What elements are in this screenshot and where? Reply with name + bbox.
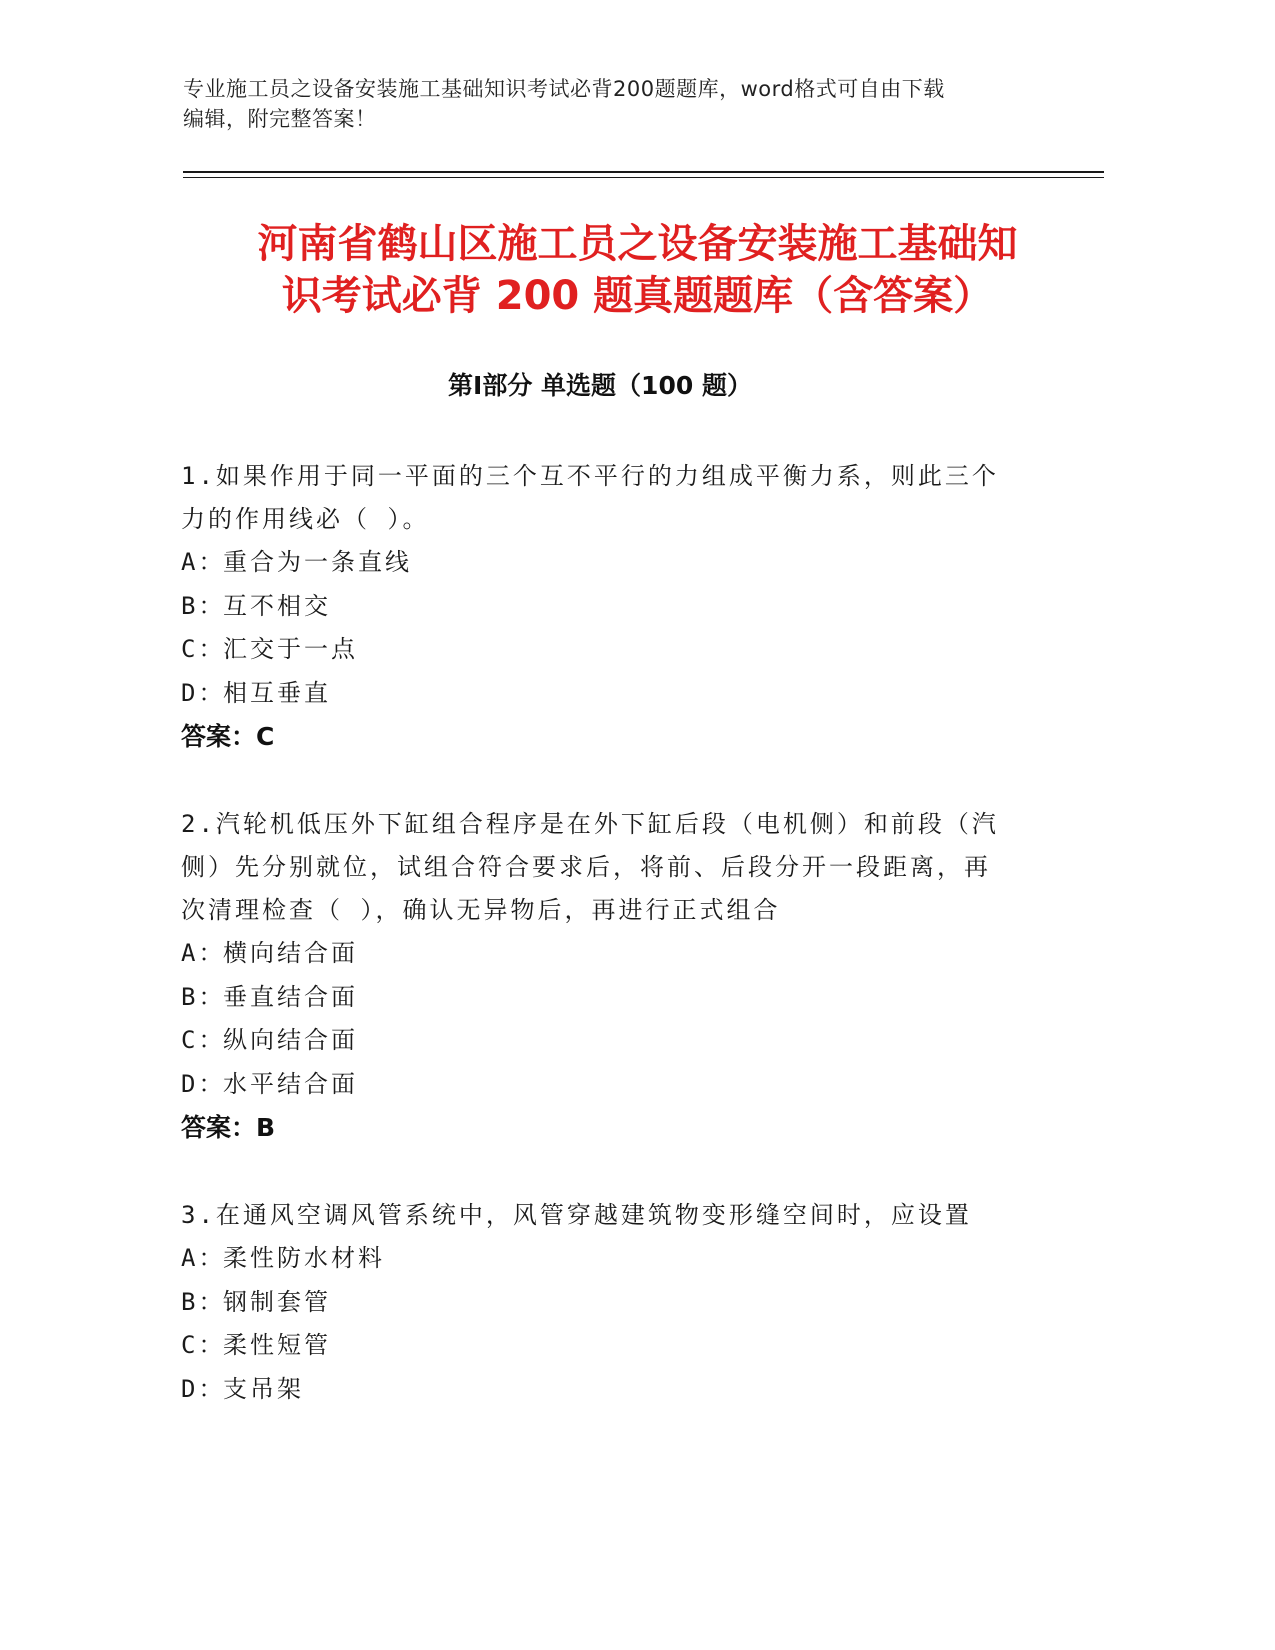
option-key: A：	[181, 1244, 226, 1272]
question-stem-line: 次清理检查（ ），确认无异物后，再进行正式组合	[181, 896, 781, 924]
option-text: 支吊架	[223, 1374, 304, 1403]
header-note	[183, 74, 1083, 134]
option-a	[181, 541, 1141, 585]
option-key: A：	[181, 939, 226, 967]
option-key: A：	[181, 548, 226, 576]
option-a	[181, 1237, 1141, 1281]
option-b	[181, 585, 1141, 629]
answer-line: 答案：B	[181, 1113, 276, 1142]
option-text: 柔性防水材料	[223, 1244, 385, 1272]
option-key: D：	[181, 1374, 226, 1403]
header-note-line-2: 编辑，附完整答案！	[183, 107, 377, 131]
option-text: 相互垂直	[223, 678, 331, 707]
document-title-line-2: 识考试必背 200 题真题题库（含答案）	[281, 273, 994, 319]
option-text: 钢制套管	[223, 1287, 331, 1316]
question-stem-line: 侧）先分别就位，试组合符合要求后，将前、后段分开一段距离，再	[181, 853, 991, 881]
header-rule-thick	[183, 171, 1104, 173]
question-stem	[181, 455, 1021, 541]
option-text: 垂直结合面	[223, 982, 358, 1011]
option-text: 互不相交	[223, 591, 331, 620]
document-title-line-1: 河南省鹤山区施工员之设备安装施工基础知	[257, 221, 1018, 267]
option-key: C：	[181, 1331, 226, 1359]
option-c	[181, 628, 1141, 672]
option-text: 横向结合面	[223, 939, 358, 967]
option-text: 汇交于一点	[223, 635, 358, 663]
question-stem-line: 1.如果作用于同一平面的三个互不平行的力组成平衡力系，则此三个	[181, 462, 999, 490]
question-spacer	[181, 1150, 1141, 1194]
question-1	[181, 455, 1141, 803]
option-b	[181, 1281, 1141, 1325]
question-list	[181, 455, 1141, 1411]
option-text: 纵向结合面	[223, 1026, 358, 1054]
question-2	[181, 803, 1141, 1194]
option-text: 重合为一条直线	[223, 548, 412, 576]
question-stem	[181, 803, 1021, 932]
option-c	[181, 1019, 1141, 1063]
option-key: D：	[181, 678, 226, 707]
option-key: C：	[181, 635, 226, 663]
question-stem-line: 2.汽轮机低压外下缸组合程序是在外下缸后段（电机侧）和前段（汽	[181, 810, 999, 838]
option-key: B：	[181, 982, 226, 1011]
question-spacer	[181, 759, 1141, 803]
option-key: B：	[181, 1287, 226, 1316]
option-a	[181, 932, 1141, 976]
question-3	[181, 1194, 1141, 1411]
header-rule-thin	[183, 177, 1104, 178]
question-stem-line: 力的作用线必（ ）。	[181, 505, 430, 533]
option-d	[181, 1368, 1141, 1412]
option-d	[181, 1063, 1141, 1107]
option-b	[181, 976, 1141, 1020]
option-key: B：	[181, 591, 226, 620]
option-d	[181, 672, 1141, 716]
question-stem-line: 3.在通风空调风管系统中，风管穿越建筑物变形缝空间时，应设置	[181, 1201, 972, 1229]
option-key: D：	[181, 1069, 226, 1098]
option-text: 柔性短管	[223, 1331, 331, 1359]
document-title	[150, 218, 1125, 322]
answer-line: 答案：C	[181, 722, 275, 751]
option-key: C：	[181, 1026, 226, 1054]
section-heading: 第Ⅰ部分 单选题（100 题）	[448, 371, 752, 400]
option-c	[181, 1324, 1141, 1368]
question-stem	[181, 1194, 1021, 1237]
option-text: 水平结合面	[223, 1069, 358, 1098]
header-note-line-1: 专业施工员之设备安装施工基础知识考试必背200题题库，word格式可自由下载	[183, 77, 945, 101]
